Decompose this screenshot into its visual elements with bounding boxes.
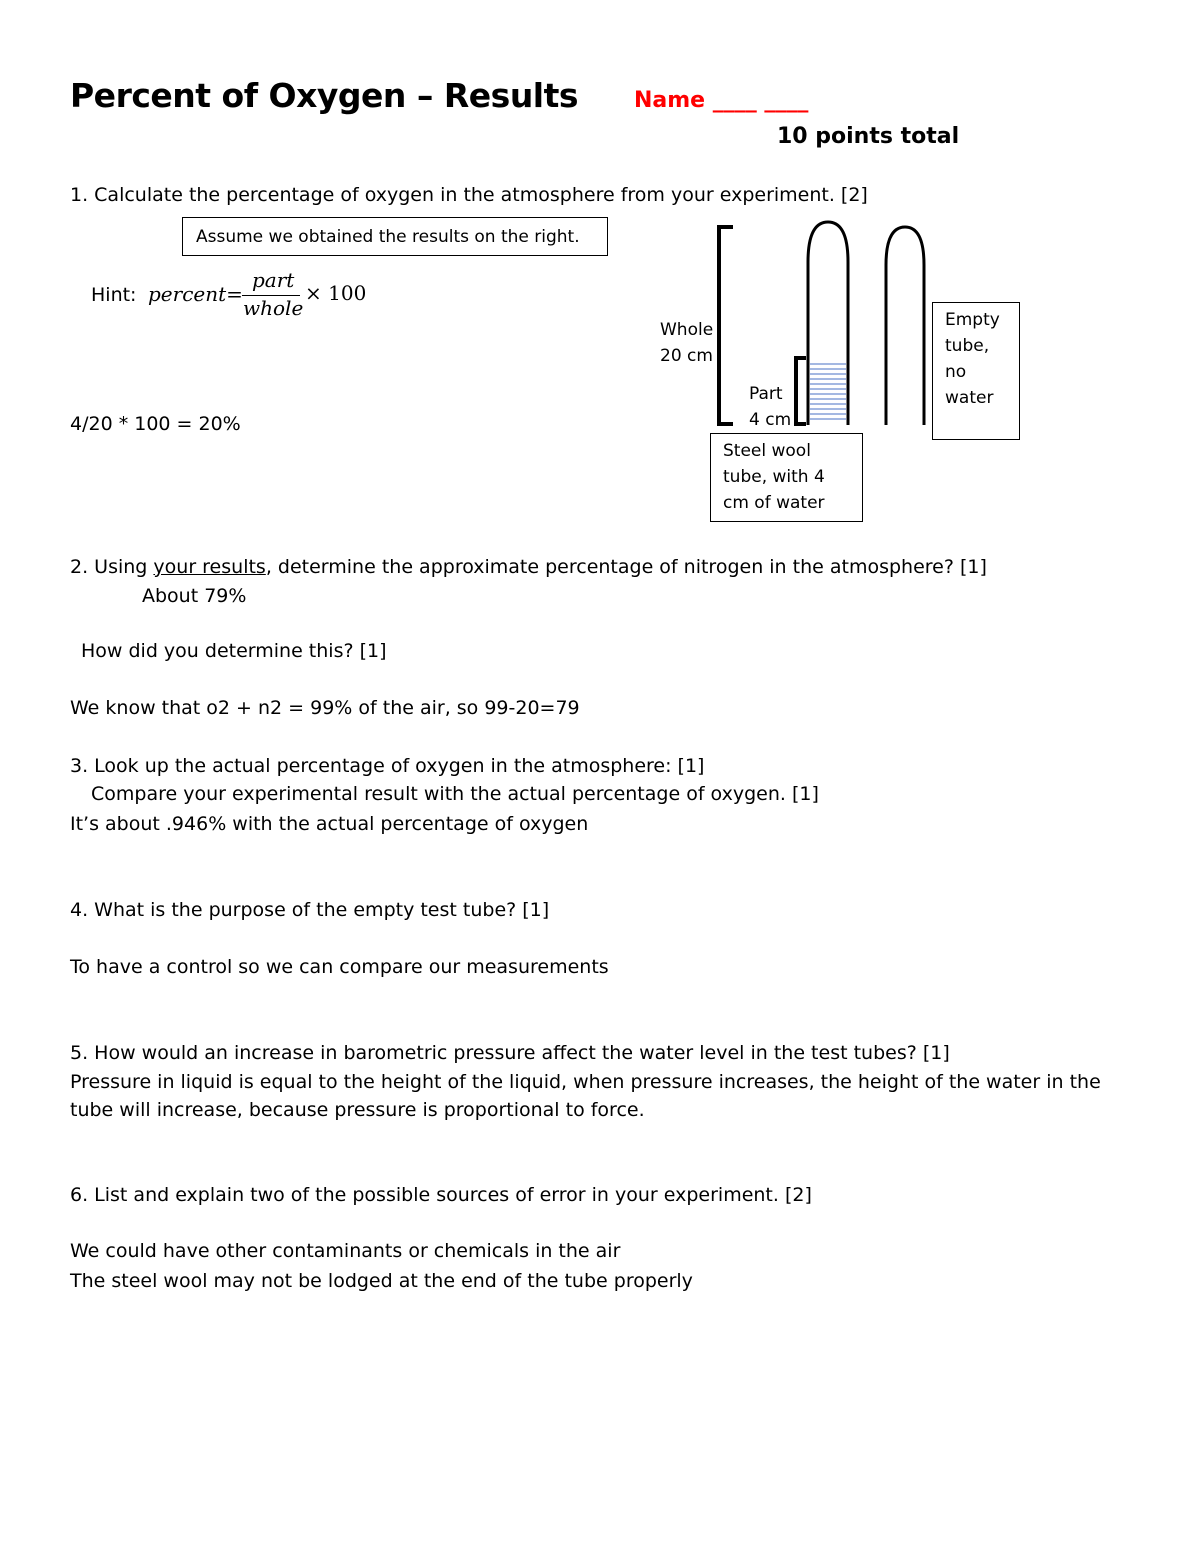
question-2-suffix: , determine the approximate percentage of nitrogen in the atmosphere? [1] <box>265 556 987 578</box>
answer-5-line-2: tube will increase, because pressure is proportional to force. <box>70 1099 645 1121</box>
answer-6-line-1: We could have other contaminants or chemicals in the air <box>70 1240 621 1262</box>
formula-denominator: whole <box>243 296 304 320</box>
hint-label: Hint: <box>91 284 137 306</box>
test-tube-diagram <box>0 0 1200 560</box>
question-3-compare: Compare your experimental result with the actual percentage of oxygen. [1] <box>91 783 819 805</box>
steel-wool-tube <box>808 222 848 425</box>
question-6: 6. List and explain two of the possible sources of error in your experiment. [2] <box>70 1184 812 1206</box>
question-5: 5. How would an increase in barometric pressure affect the water level in the test tubes? [1] <box>70 1042 950 1064</box>
water-fill <box>810 364 846 419</box>
question-1: 1. Calculate the percentage of oxygen in the atmosphere from your experiment. [2] <box>70 184 868 206</box>
formula-numerator: part <box>252 268 295 292</box>
answer-5-line-1: Pressure in liquid is equal to the height of the liquid, when pressure increases, the height of the water in the <box>70 1071 1101 1093</box>
answer-6-line-2: The steel wool may not be lodged at the end of the tube properly <box>70 1270 693 1292</box>
part-bracket <box>794 358 806 424</box>
question-3: 3. Look up the actual percentage of oxygen in the atmosphere: [1] <box>70 755 705 777</box>
question-2-followup: How did you determine this? [1] <box>81 640 387 662</box>
answer-2-followup: We know that o2 + n2 = 99% of the air, so 99-20=79 <box>70 697 580 719</box>
formula-lhs: percent= <box>148 282 243 306</box>
part-label: Part 4 cm <box>749 384 792 430</box>
empty-tube <box>886 227 924 425</box>
question-2-underlined: your results <box>153 556 266 578</box>
points-total: 10 points total <box>777 124 960 149</box>
answer-2: About 79% <box>142 585 247 607</box>
question-2 <box>70 556 987 578</box>
whole-bracket <box>717 227 733 424</box>
whole-label: Whole 20 cm <box>660 320 714 366</box>
answer-3: It’s about .946% with the actual percentage of oxygen <box>70 813 589 835</box>
answer-4: To have a control so we can compare our measurements <box>70 956 609 978</box>
steel-tube-note-box: Steel wool tube, with 4 cm of water <box>710 433 863 522</box>
answer-1: 4/20 * 100 = 20% <box>70 413 241 435</box>
question-4: 4. What is the purpose of the empty test tube? [1] <box>70 899 550 921</box>
page-title: Percent of Oxygen – Results <box>70 76 579 115</box>
assume-note-box: Assume we obtained the results on the right. <box>182 217 608 256</box>
formula-rhs: × 100 <box>305 281 367 305</box>
question-2-prefix: 2. Using <box>70 556 154 578</box>
name-field-label: Name ____ ____ <box>634 88 809 113</box>
empty-tube-note-box: Empty tube, no water <box>932 302 1020 440</box>
